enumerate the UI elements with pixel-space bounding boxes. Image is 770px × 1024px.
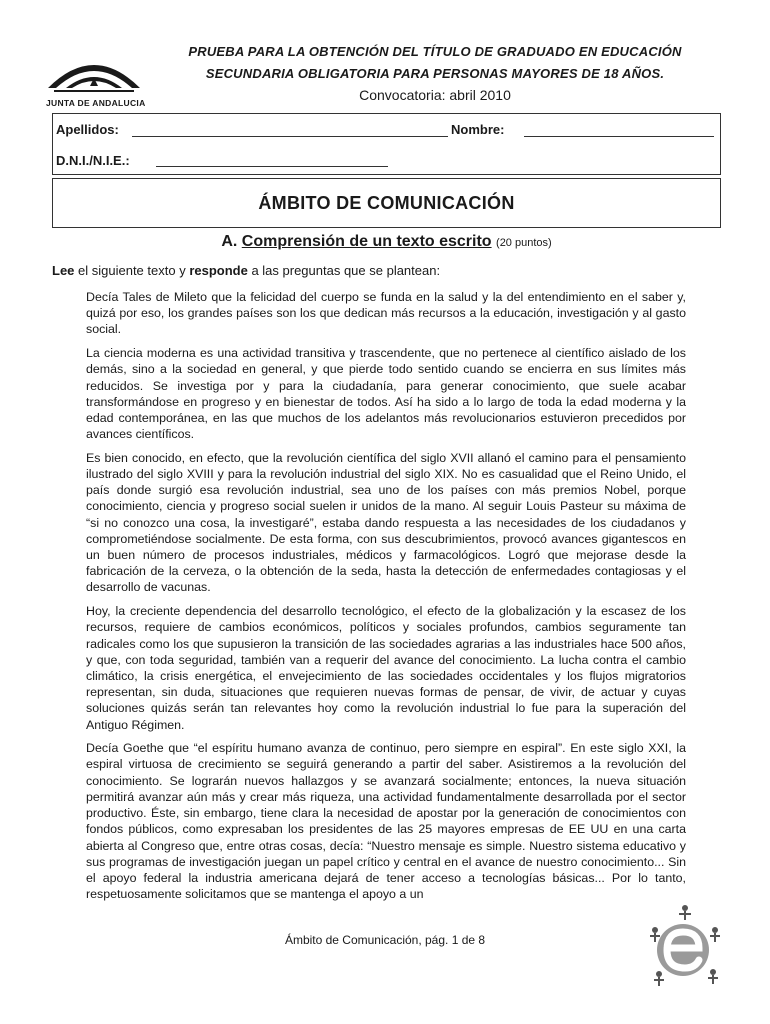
header-title-line1: PRUEBA PARA LA OBTENCIÓN DEL TÍTULO DE GRADUADO EN EDUCACIÓN [188, 44, 682, 59]
apellidos-label: Apellidos: [56, 122, 119, 137]
part-letter: A. [221, 233, 238, 250]
instruction-responde: responde [189, 263, 248, 278]
page-footer: Ámbito de Comunicación, pág. 1 de 8 [284, 933, 486, 947]
dni-label: D.N.I./N.I.E.: [56, 153, 130, 168]
paragraph-4: Hoy, la creciente dependencia del desarrollo tecnológico, el efecto de la globalización y la escasez de los recursos, requiere de cambios económicos, políticos y sociales profundos, cambios seguramente tan radicales como los que supusieron la transición de las sociedades agrarias a las industriales hace 500 años, y que, con toda seguridad, también van a requerir del avance del conocimiento. La lucha contra el cambio climático, la crisis energética, el envejecimiento de las sociedades occidentales y los flujos migratorios representan, sin duda, situaciones que requieren nuevas formas de pensar, de vivir, de actuar y cuyas soluciones quizás serán tan relevantes hoy como la revolución industrial lo fue para la superación del Antiguo Régimen. [86, 604, 686, 732]
paragraph-3: Es bien conocido, en efecto, que la revolución científica del siglo XVII allanó el camino para el pensamiento ilustrado del siglo XVIII y para la revolución industrial del siglo XIX. No es casualidad que el Reino Unido, el país donde surgió esa revolución industrial, sea uno de los países con más premios Nobel, porque conocimiento, ciencia y progreso social suelen ir unidos de la mano. Al seguir Louis Pasteur su máxima de “si no conozco una cosa, la investigaré”, estaba dando respuesta a las necesidades de los ciudadanos y comprometiéndose socialmente. De esta forma, con sus descubrimientos, provocó avances gigantescos en un buen número de procesos industriales, médicos y farmacológicos. Logró que mejorase desde la fabricación de la cerveza, o la obtención de la seda, hasta la detección de enfermedades contagiosas y el desarrollo de vacunas. [86, 450, 686, 595]
reading-text [86, 289, 686, 910]
nombre-field[interactable] [524, 136, 714, 137]
instruction-text1: el siguiente texto y [74, 263, 190, 278]
part-title: Comprensión de un texto escrito [241, 233, 492, 250]
header-title-line2: SECUNDARIA OBLIGATORIA PARA PERSONAS MAYORES DE 18 AÑOS. [205, 66, 665, 81]
nombre-label: Nombre: [451, 122, 505, 137]
paragraph-5: Decía Goethe que “el espíritu humano avanza de continuo, pero siempre en espiral”. En este siglo XXI, la espiral virtuosa de crecimiento se seguirá generando a partir del saber. Asistiremos a la revolución del conocimiento. Se lograrán nuevos hallazgos y se avanzará socialmente; entonces, la nueva situación permitirá avanzar aún más y crear más riqueza, una actividad fundamentalmente desarrollada por el sector productivo. Éste, sin embargo, tiene clara la necesidad de apostar por la generación de conocimientos con fondos públicos, como expresaban los presidentes de las 25 mayores empresas de EE UU en una carta abierta al Congreso que, entre otras cosas, decía: “Nuestro mensaje es simple. Nuestro sistema educativo y sus programas de investigación juegan un papel crítico y central en el avance de nuestro conocimiento... Sin el apoyo federal la industria americana dejará de tener acceso a tecnologías básicas... Por lo tanto, respetuosamente solicitamos que se mantenga el apoyo a un [86, 741, 686, 902]
apellidos-field[interactable] [132, 136, 448, 137]
part-points: (20 puntos) [496, 237, 552, 249]
instruction-text2: a las preguntas que se plantean: [247, 263, 441, 278]
instruction [52, 263, 440, 278]
instruction-lee: Lee [52, 263, 75, 278]
paragraph-1: Decía Tales de Mileto que la felicidad del cuerpo se funda en la salud y la del entendimiento en el saber y, quizá por eso, los grandes países son los que dedican más recursos a la educación, investigación y al gasto social. [86, 290, 686, 337]
education-e-logo [645, 900, 725, 990]
dni-field[interactable] [156, 166, 388, 167]
org-logo-text: JUNTA DE ANDALUCIA [46, 98, 146, 108]
paragraph-2: La ciencia moderna es una actividad transitiva y trascendente, que no pertenece al científico aislado de los demás, sino a la sociedad en general, y que pierde todo sentido cuando se encierra en sus límites más reducidos. Se investiga por y para la ciudadanía, para generar conocimiento, que suele acabar transformándose en progreso y en bienestar de todos. Así ha sido a lo largo de toda la edad moderna y la edad contemporánea, en las que muchos de los adelantos más revolucionarios estuvieron precedidos por avances científicos. [86, 346, 686, 442]
section-title: ÁMBITO DE COMUNICACIÓN [258, 193, 515, 213]
convocatoria: Convocatoria: abril 2010 [359, 87, 511, 103]
part-heading [52, 233, 721, 251]
